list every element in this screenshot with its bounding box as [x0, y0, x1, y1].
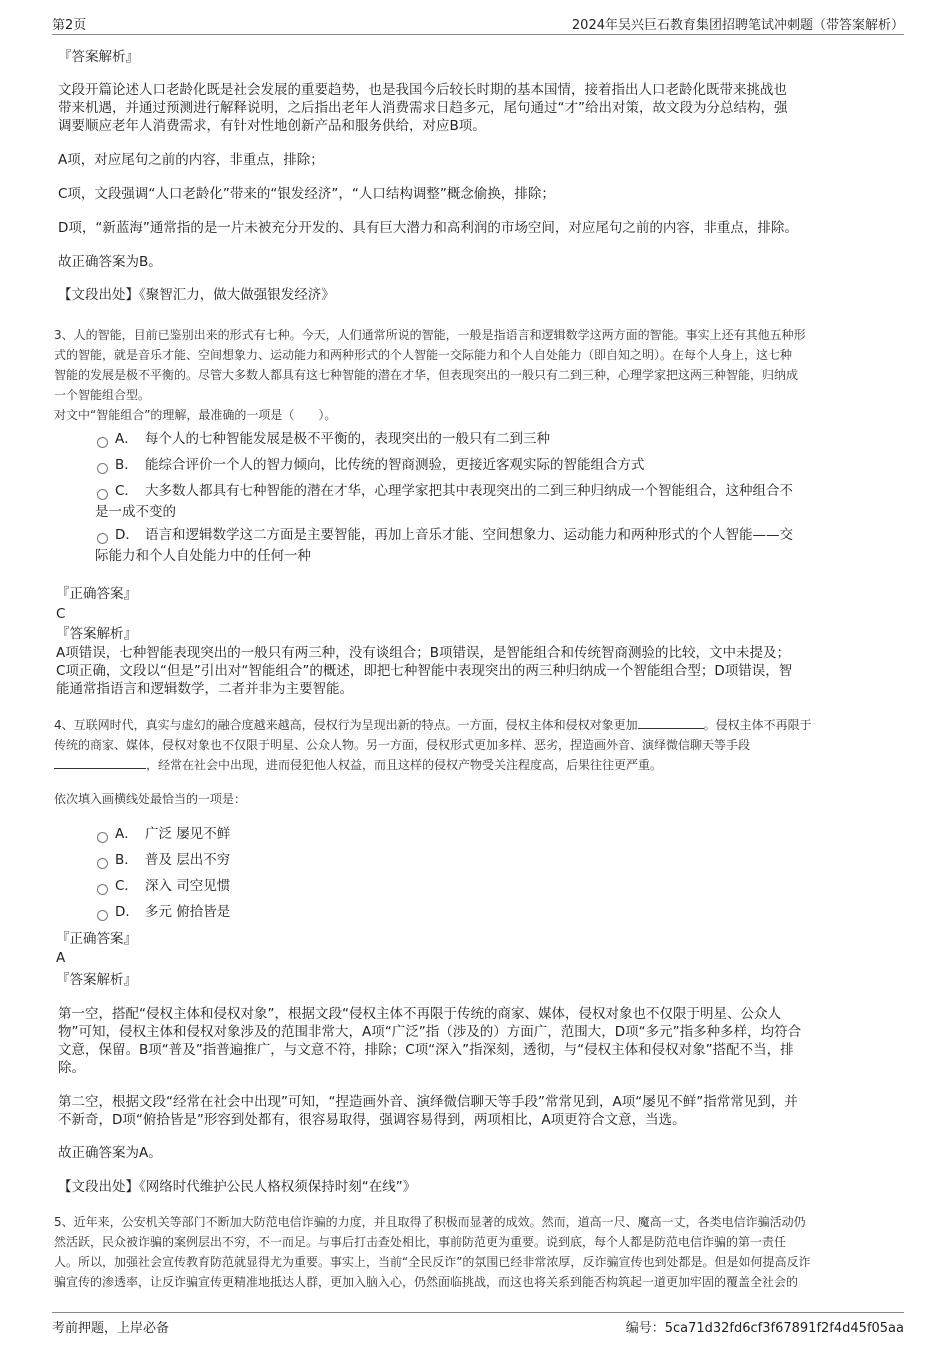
q3-stem-line: 一个智能组合型。	[54, 388, 151, 402]
q3-option-b-label: B．	[115, 457, 138, 473]
q5-stem-line: 5、近年来，公安机关等部门不断加大防范电信诈骗的力度，并且取得了积极而显著的成效。然而，道高一尺、魔高一丈，各类电信诈骗活动仍	[54, 1215, 806, 1229]
page-header	[52, 12, 904, 35]
q3-option-c-text: 大多数人都具有七种智能的潜在才华，心理学家把其中表现突出的二到三种归纳成一个智能组合，这种组合不	[145, 483, 793, 499]
q4-question: 依次填入画横线处最恰当的一项是：	[54, 792, 247, 806]
q4-option-a-text: 广泛 屡见不鲜	[145, 826, 231, 842]
q5-stem-line: 人。所以，加强社会宣传教育防范就显得尤为重要。事实上，当前“全民反诈”的氛围已经非常浓厚，反诈骗宣传也到处都是。但是如何提高反诈	[54, 1255, 811, 1269]
q4-option-d-text: 多元 俯拾皆是	[145, 904, 231, 920]
q4-analysis-line: 除。	[58, 1060, 85, 1076]
q4-answer: A	[56, 950, 66, 966]
q4-option-c-label: C．	[115, 878, 138, 894]
q4-analysis-title: 『答案解析』	[56, 972, 137, 988]
q3-option-a-radio[interactable]	[97, 437, 108, 448]
q3-answer-title: 『正确答案』	[56, 586, 137, 602]
q4-option-d-radio[interactable]	[97, 910, 108, 921]
document-title: 2024年吴兴巨石教育集团招聘笔试冲刺题（带答案解析）	[571, 18, 904, 33]
q4-analysis-line: 不新奇，D项“俯拾皆是”形容到处都有，很容易取得，强调容易得到，两项相比，A项更符合文意，当选。	[58, 1112, 686, 1128]
q3-stem-line: 智能的发展是极不平衡的。尽管大多数人都具有这七种智能的潜在才华，但表现突出的一般只有二到三种，心理学家把这两三种智能，归纳成	[54, 368, 799, 382]
q4-option-b-text: 普及 层出不穷	[145, 852, 231, 868]
q3-stem-line: 式的智能，就是音乐才能、空间想象力、运动能力和两种形式的个人智能一交际能力和个人自处能力（即自知之明）。在每个人身上，这七种	[54, 348, 793, 362]
q4-blank-2	[54, 756, 146, 769]
q4-source: 【文段出处】《网络时代维护公民人格权须保持时刻“在线”》	[58, 1179, 417, 1195]
q3-analysis-line: 能通常指语言和逻辑数学，二者并非为主要智能。	[56, 681, 353, 697]
page-footer	[52, 1312, 904, 1338]
q3-option-b-text: 能综合评价一个人的智力倾向，比传统的智商测验，更接近客观实际的智能组合方式	[145, 457, 645, 473]
q3-analysis-line: C项正确，文段以“但是”引出对“智能组合”的概述，即把七种智能中表现突出的两三种归纳成一个智能组合型；D项错误，智	[56, 663, 793, 679]
q4-option-a-radio[interactable]	[97, 832, 108, 843]
q4-stem-line: 传统的商家、媒体，侵权对象也不仅限于明星、公众人物。另一方面，侵权形式更加多样、恶劣，捏造画外音、演绎微信聊天等手段	[54, 738, 751, 752]
q4-analysis-line: 第一空，搭配“侵权主体和侵权对象”，根据文段“侵权主体不再限于传统的商家、媒体，侵权对象也不仅限于明星、公众人	[58, 1006, 781, 1022]
q3-option-a-text: 每个人的七种智能发展是极不平衡的，表现突出的一般只有二到三种	[145, 431, 550, 447]
q3-answer: C	[56, 606, 66, 622]
q3-option-b-radio[interactable]	[97, 463, 108, 474]
q3-option-d-label: D．	[115, 527, 139, 543]
q4-stem-text: 4、互联网时代，真实与虚幻的融合度越来越高，侵权行为呈现出新的特点。一方面，侵权主体和侵权对象更加	[54, 718, 638, 732]
q4-stem-line	[54, 716, 812, 734]
q2-analysis-line: 文段开篇论述人口老龄化既是社会发展的重要趋势，也是我国今后较长时期的基本国情，接着指出人口老龄化既带来挑战也	[58, 82, 787, 98]
q4-stem-text: ，经常在社会中出现，进而侵犯他人权益，而且这样的侵权产物受关注程度高，后果往往更严重。	[146, 758, 663, 772]
q4-option-b-label: B．	[115, 852, 138, 868]
q2-analysis-c: C项，文段强调“人口老龄化”带来的“银发经济”，“人口结构调整”概念偷换，排除；	[58, 186, 555, 202]
q3-option-d-radio[interactable]	[97, 533, 108, 544]
q3-stem-line: 3、人的智能，目前已鉴别出来的形式有七种。今天，人们通常所说的智能，一般是指语言和逻辑数学这两方面的智能。事实上还有其他五种形	[54, 328, 806, 342]
q2-source: 【文段出处】《聚智汇力，做大做强银发经济》	[58, 287, 335, 303]
q4-conclusion: 故正确答案为A。	[58, 1145, 162, 1161]
q4-option-d-label: D．	[115, 904, 139, 920]
q4-analysis-line: 物”可知，侵权主体和侵权对象涉及的范围非常大，A项“广泛”指（涉及的）方面广，范围大，D项“多元”指多种多样，均符合	[58, 1024, 802, 1040]
q3-option-c-label: C．	[115, 483, 138, 499]
q4-option-b-radio[interactable]	[97, 858, 108, 869]
q2-analysis-d: D项，“新蓝海”通常指的是一片未被充分开发的、具有巨大潜力和高利润的市场空间，对应尾句之前的内容，非重点，排除。	[58, 220, 798, 236]
q4-option-a-label: A．	[115, 826, 138, 842]
q3-option-a-label: A．	[115, 431, 138, 447]
q3-option-c-text: 是一成不变的	[95, 504, 176, 520]
q4-analysis-line: 文意，保留。B项“普及”指普遍推广，与文意不符，排除；C项“深入”指深刻，透彻，与“侵权主体和侵权对象”搭配不当，排	[58, 1042, 794, 1058]
q2-analysis-line: 带来机遇，并通过预测进行解释说明，之后指出老年人消费需求日趋多元，尾句通过“才”给出对策，故文段为分总结构，强	[58, 100, 788, 116]
q4-analysis-line: 第二空，根据文段“经常在社会中出现”可知，“捏造画外音、演绎微信聊天等手段”常常见到，A项“屡见不鲜”指常常见到，并	[58, 1094, 798, 1110]
q3-option-d-text: 语言和逻辑数学这二方面是主要智能，再加上音乐才能、空间想象力、运动能力和两种形式的个人智能——交	[145, 527, 793, 543]
q4-option-c-text: 深入 司空见惯	[145, 878, 231, 894]
q3-question: 对文中“智能组合”的理解，最准确的一项是（ ）。	[54, 408, 337, 422]
q5-stem-line: 然活跃，民众被诈骗的案例层出不穷，不一而足。与事后打击查处相比，事前防范更为重要。说到底，每个人都是防范电信诈骗的第一责任	[54, 1235, 787, 1249]
q4-blank-1	[638, 716, 704, 729]
q4-stem-text: 。侵权主体不再限于	[703, 718, 812, 732]
q4-stem-line	[54, 756, 662, 774]
q2-conclusion: 故正确答案为B。	[58, 254, 162, 270]
footer-slogan: 考前押题，上岸必备	[52, 1321, 170, 1336]
q3-option-d-text: 际能力和个人自处能力中的任何一种	[95, 548, 311, 564]
q4-answer-title: 『正确答案』	[56, 931, 137, 947]
q2-analysis-a: A项，对应尾句之前的内容，非重点，排除；	[58, 152, 324, 168]
q5-stem-line: 骗宣传的渗透率，让反诈骗宣传更精准地抵达人群，更加入脑入心，仍然面临挑战，而这也将关系到能否构筑起一道更加牢固的覆盖全社会的	[54, 1275, 799, 1289]
q3-option-c-radio[interactable]	[97, 489, 108, 500]
q2-analysis-title: 『答案解析』	[58, 49, 139, 65]
q3-analysis-line: A项错误，七种智能表现突出的一般只有两三种，没有谈组合；B项错误，是智能组合和传统智商测验的比较，文中未提及；	[56, 645, 790, 661]
document-id: 编号：5ca71d32fd6cf3f67891f2f4d45f05aa	[625, 1321, 904, 1336]
q3-analysis-title: 『答案解析』	[56, 626, 137, 642]
q4-option-c-radio[interactable]	[97, 884, 108, 895]
q2-analysis-line: 调要顺应老年人消费需求，有针对性地创新产品和服务供给，对应B项。	[58, 118, 486, 134]
page-number: 第2页	[52, 18, 87, 33]
